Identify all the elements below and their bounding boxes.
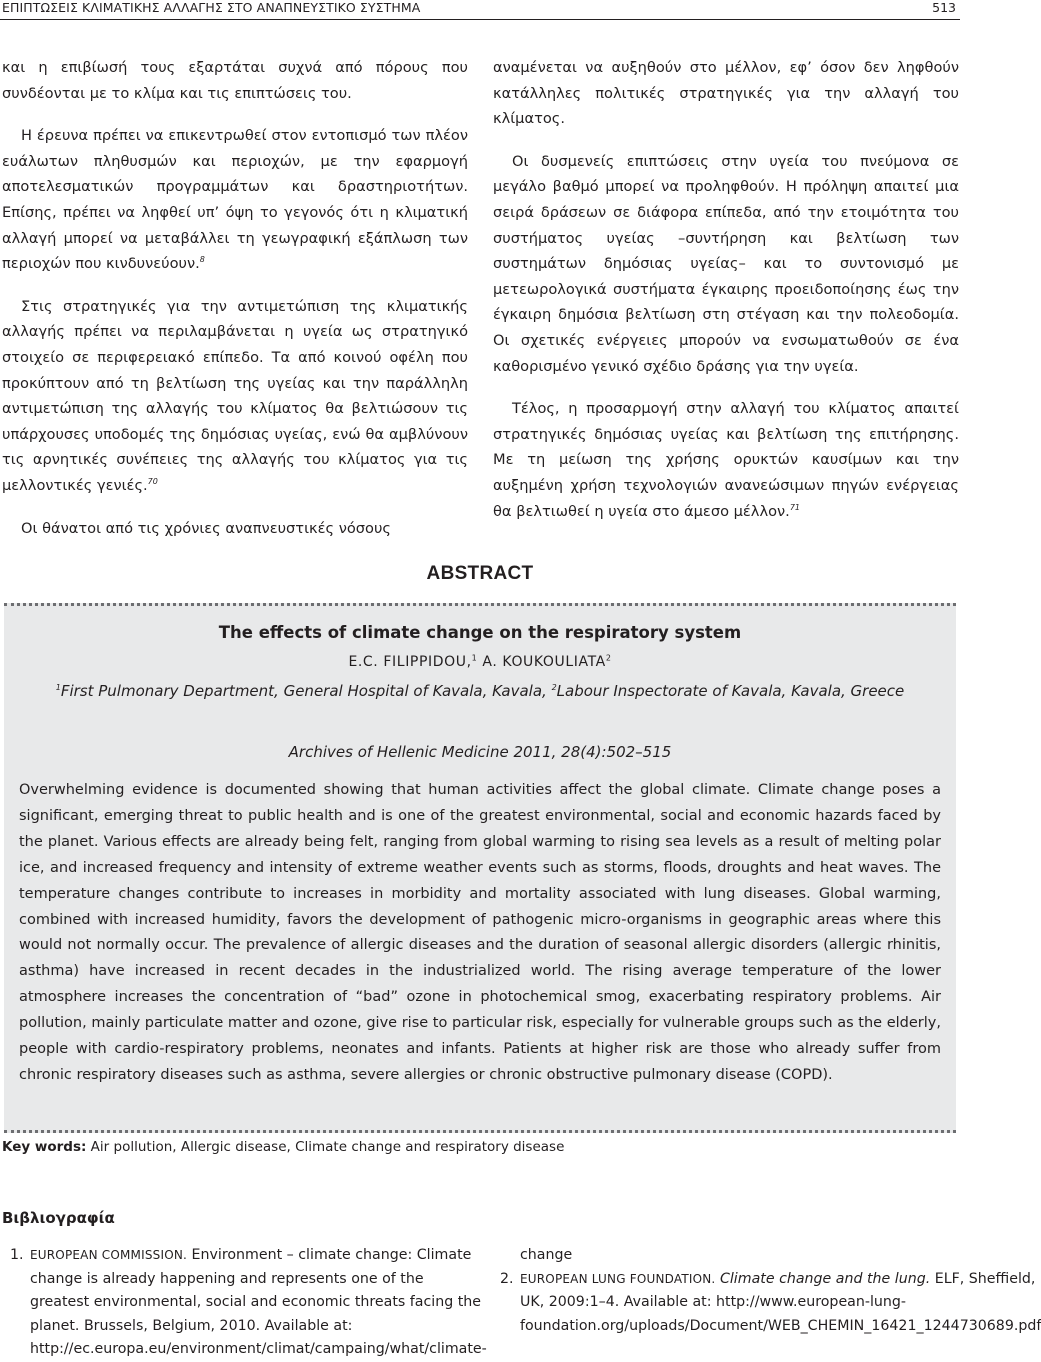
page-number: 513 — [932, 0, 956, 15]
abstract-affiliations: $^1$First Pulmonary Department, General Hospital of Kavala, Kavala, $^2$Labour Inspectorate of Kavala, Kavala, Greece — [55, 682, 905, 700]
abstract-heading: ABSTRACT — [426, 563, 534, 584]
keywords — [2, 1139, 564, 1155]
body-column-right — [493, 55, 959, 541]
paragraph: Στις στρατηγικές για την αντιμετώπιση της κλιματικής αλλαγής πρέπει να περιλαμβάνεται η υγεία ως στρατηγικό στοιχείο σε περιφερειακό επίπεδο. Τα από κοινού οφέλη που προκύπτουν από τη βελτίωση της υγείας και την παράλληλη αντιμετώπιση της αλλαγής του κλίματος θα βελτιώσουν τις υπάρχουσες υποδομές της δημόσιας υγείας, ενώ θα αμβλύνουν τις αρνητικές συνέπειες της αλλαγής του κλίματος για τις μελλοντικές γενιές.$^{70}$ — [2, 297, 468, 494]
citation-ref[interactable]: 8 — [199, 255, 205, 265]
references-column-right — [500, 1244, 1041, 1338]
citation-ref[interactable]: 71 — [789, 502, 800, 512]
body-column-left — [2, 55, 468, 558]
running-title: ΕΠΙΠΤΩΣΕΙΣ ΚΛΙΜΑΤΙΚΗΣ ΑΛΛΑΓΗΣ ΣΤΟ ΑΝΑΠΝΕΥΣΤΙΚΟ ΣΥΣΤΗΜΑ — [2, 0, 421, 15]
paragraph: Οι δυσμενείς επιπτώσεις στην υγεία του πνεύμονα σε μεγάλο βαθμό μπορεί να προληφθούν. Η πρόληψη απαιτεί μια σειρά δράσεων σε διάφορα επίπεδα, από την ετοιμότητα του συστήματος υγείας –συντήρηση και βελτίωση των συστημάτων δημόσιας υγείας– και το συντονισμό με μετεωρολογικά συστήματα έγκαιρης προειδοποίησης έως την έγκαιρη δημόσια βελτίωση στη στέγαση και την πολεοδομία. Οι σχετικές ενέργειες μπορούν να ενσωματωθούν σε ένα καθορισμένο γενικό σχέδιο δράσης για την υγεία. — [493, 152, 959, 375]
reference-item: 2. EUROPEAN LUNG FOUNDATION. Climate change and the lung. ELF, Sheffield, UK, 2009:1–4. Available at: http://www.european-lung-foundation.org/uploads/Document/WEB_CHEMIN_16421_1244730689.pdf — [500, 1270, 1041, 1334]
abstract-citation: Archives of Hellenic Medicine 2011, 28(4):502–515 — [288, 743, 672, 761]
paragraph: Η έρευνα πρέπει να επικεντρωθεί στον εντοπισμό των πλέον ευάλωτων πληθυσμών και περιοχών, με την εφαρμογή αποτελεσματικών προγραμμάτων και δραστηριοτήτων. Επίσης, πρέπει να ληφθεί υπ’ όψη το γεγονός ότι η κλιματική αλλαγή μπορεί να μεταβάλλει τη γεωγραφική εξάπλωση των περιοχών που κινδυνεύουν.$^8$ — [2, 127, 468, 273]
abstract-authors: E.C. FILIPPIDOU,$^1$ A. KOUKOULIATA$^2$ — [348, 653, 612, 670]
citation-ref[interactable]: 70 — [147, 477, 158, 487]
abstract-title: The effects of climate change on the respiratory system — [218, 623, 742, 642]
keywords-text: Air pollution, Allergic disease, Climate change and respiratory disease — [86, 1139, 565, 1155]
references-column-left — [10, 1244, 487, 1362]
paragraph: Οι θάνατοι από τις χρόνιες αναπνευστικές νόσους — [21, 519, 391, 537]
abstract-box — [4, 603, 956, 1133]
reference-continuation: change — [520, 1247, 573, 1263]
abstract-text: Overwhelming evidence is documented showing that human activities affect the global climate. Climate change poses a significant, emerging threat to public health and is one of the greatest environmental, social and economic hazards faced by the planet. Various effects are already being felt, ranging from global warming to rising sea levels as a result of melting polar ice, and increased frequency and intensity of extreme weather events such as storms, floods, droughts and heat waves. The temperature changes contribute to increases in morbidity and mortality associated with lung diseases. Global warming, combined with increased humidity, favors the development of pathogenic micro-organisms in geographic areas where this would not normally occur. The prevalence of allergic diseases and the duration of seasonal allergic disorders (allergic rhinitis, asthma) have increased in recent decades in the industrialized world. The rising average temperature of the lower atmosphere increases the concentration of “bad” ozone in photochemical smog, exacerbating respiratory problems. Air pollution, mainly particulate matter and ozone, give rise to particular risk, especially for vulnerable groups such as the elderly, people with cardio-respiratory problems, neonates and infants. Patients at higher risk are those who already suffer from chronic respiratory diseases such as asthma, severe allergies or chronic obstructive pulmonary disease (COPD). — [19, 782, 941, 1083]
reference-item: 1. EUROPEAN COMMISSION. Environment – climate change: Climate change is already happening and represents one of the greatest environmental, social and economic threats facing the planet. Brussels, Belgium, 2010. Available at: http://ec.europa.eu/environment/climat/campaing/what/climate- — [10, 1247, 487, 1357]
paragraph: Τέλος, η προσαρμογή στην αλλαγή του κλίματος απαιτεί στρατηγικές δημόσιας υγείας και βελτίωση της επιτήρησης. Με τη μείωση της χρήσης ορυκτών καυσίμων και την αυξημένη χρήση τεχνολογιών ανανεώσιμων πηγών ενέργειας θα βελτιωθεί η υγεία στο άμεσο μέλλον.$^{71}$ — [493, 400, 959, 520]
keywords-label: Key words: — [2, 1139, 87, 1155]
paragraph: και η επιβίωσή τους εξαρτάται συχνά από πόρους που συνδέονται με το κλίμα και τις επιπτώσεις του. — [2, 59, 468, 102]
references-heading: Βιβλιογραφία — [2, 1209, 115, 1227]
running-head — [0, 0, 960, 20]
paragraph: αναμένεται να αυξηθούν στο μέλλον, εφ’ όσον δεν ληφθούν κατάλληλες πολιτικές στρατηγικές για την αλλαγή του κλίματος. — [493, 59, 959, 128]
